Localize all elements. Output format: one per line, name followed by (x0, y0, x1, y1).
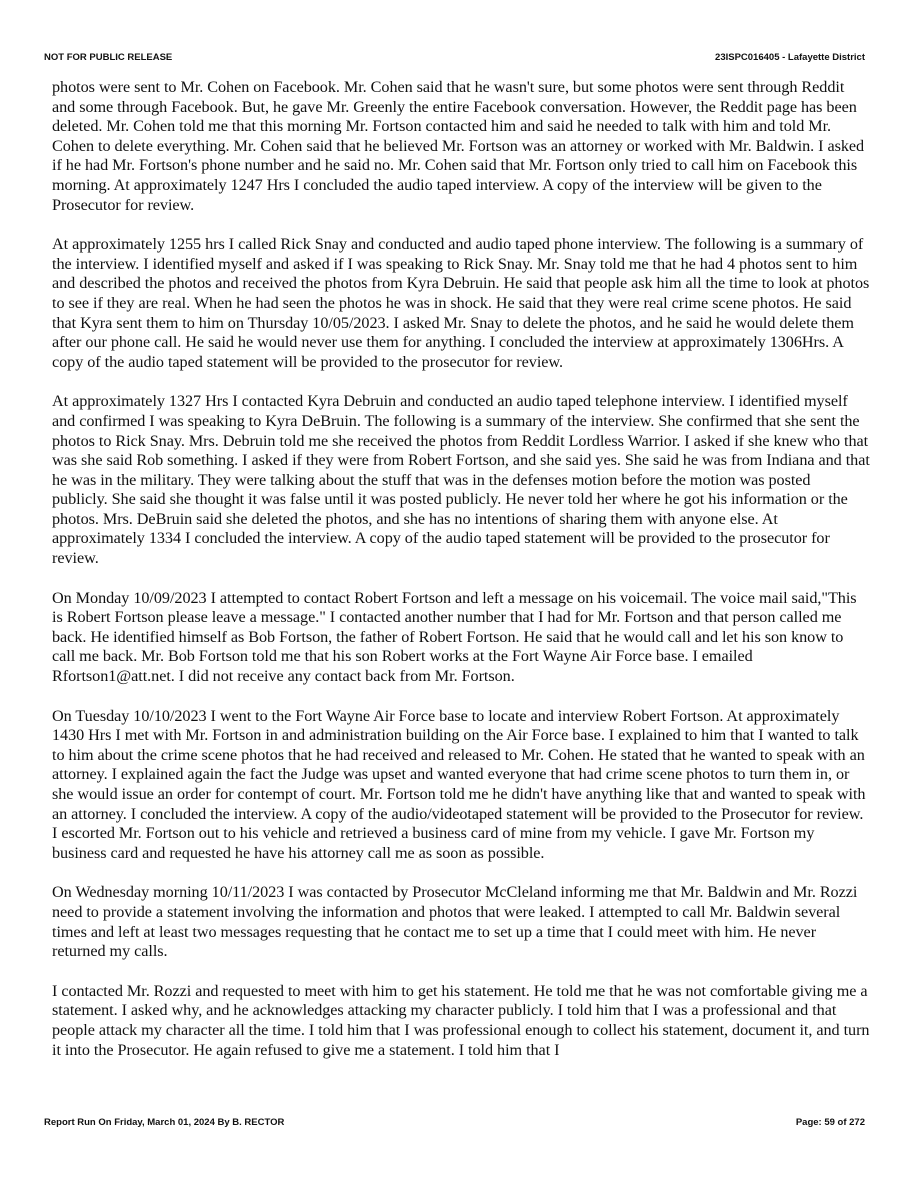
page-header (44, 52, 865, 66)
paragraph-debruin-interview: At approximately 1327 Hrs I contacted Kyra Debruin and conducted an audio taped telephone interview. I identified myself and confirmed I was speaking to Kyra DeBruin. The following is a summary of the interview. She confirmed that she sent the photos to Rick Snay. Mrs. Debruin told me she received the photos from Reddit Lordless Warrior. I asked if she knew who that was she said Rob something. I asked if they were from Robert Fortson, and she said yes. She said he was from Indiana and that he was in the military. They were talking about the stuff that was in the defenses motion before the motion was posted publicly. She said she thought it was false until it was posted publicly. He never told her where he got his information or the photos. Mrs. DeBruin said she deleted the photos, and she has no intentions of sharing them with anyone else. At approximately 1334 I concluded the interview. A copy of the audio taped statement will be provided to the prosecutor for review. (52, 392, 870, 568)
paragraph-rozzi-contact: I contacted Mr. Rozzi and requested to meet with him to get his statement. He told me that he was not comfortable giving me a statement. I asked why, and he acknowledges attacking my character publicly. I told him that I was a professional and that people attack my character all the time. I told him that I was professional enough to collect his statement, document it, and turn it into the Prosecutor. He again refused to give me a statement. I told him that I (52, 981, 870, 1059)
header-case-number: 23ISPC016405 - Lafayette District (715, 52, 865, 63)
report-body (52, 78, 870, 1080)
paragraph-fortson-contact: On Monday 10/09/2023 I attempted to contact Robert Fortson and left a message on his voicemail. The voice mail said,"This is Robert Fortson please leave a message." I contacted another number that I had for Mr. Fortson and that person called me back. He identified himself as Bob Fortson, the father of Robert Fortson. He said that he would call and let his son know to call me back. Mr. Bob Fortson told me that his son Robert works at the Fort Wayne Air Force base. I emailed Rfortson1@att.net. I did not receive any contact back from Mr. Fortson. (52, 588, 857, 686)
paragraph-snay-interview: At approximately 1255 hrs I called Rick Snay and conducted and audio taped phone interview. The following is a summary of the interview. I identified myself and asked if I was speaking to Rick Snay. Mr. Snay told me that he had 4 photos sent to him and described the photos and received the photos from Kyra Debruin. He said that people ask him all the time to look at photos to see if they are real. When he had seen the photos he was in shock. He said that they were real crime scene photos. He said that Kyra sent them to him on Thursday 10/05/2023. I asked Mr. Snay to delete the photos, and he said he would delete them after our phone call. He said he would never use them for anything. I concluded the interview at approximately 1306Hrs. A copy of the audio taped statement will be provided to the prosecutor for review. (52, 235, 870, 371)
page-footer (44, 1117, 865, 1131)
paragraph-cohen-interview: photos were sent to Mr. Cohen on Facebook. Mr. Cohen said that he wasn't sure, but some photos were sent through Reddit and some through Facebook. But, he gave Mr. Greenly the entire Facebook conversation. However, the Reddit page has been deleted. Mr. Cohen told me that this morning Mr. Fortson contacted him and said he needed to talk with him and told Mr. Cohen to delete everything. Mr. Cohen said that he believed Mr. Fortson was an attorney or worked with Mr. Baldwin. I asked if he had Mr. Fortson's phone number and he said no. Mr. Cohen said that Mr. Fortson only tried to call him on Facebook this morning. At approximately 1247 Hrs I concluded the audio taped interview. A copy of the interview will be given to the Prosecutor for review. (52, 78, 865, 214)
footer-page-number: Page: 59 of 272 (795, 1117, 865, 1128)
footer-report-run: Report Run On Friday, March 01, 2024 By B. RECTOR (44, 1117, 285, 1128)
paragraph-fortson-interview: On Tuesday 10/10/2023 I went to the Fort Wayne Air Force base to locate and interview Robert Fortson. At approximately 1430 Hrs I met with Mr. Fortson in and administration building on the Air Force base. I explained to him that I wanted to talk to him about the crime scene photos that he had received and released to Mr. Cohen. He stated that he wanted to speak with an attorney. I explained again the fact the Judge was upset and wanted everyone that had crime scene photos to turn them in, or she would issue an order for contempt of court. Mr. Fortson told me he didn't have anything like that and wanted to speak with an attorney. I concluded the interview. A copy of the audio/videotaped statement will be provided to the Prosecutor for review. I escorted Mr. Fortson out to his vehicle and retrieved a business card of mine from my vehicle. I gave Mr. Fortson my business card and requested he have his attorney call me as soon as possible. (52, 706, 866, 862)
header-classification: NOT FOR PUBLIC RELEASE (44, 52, 173, 63)
paragraph-prosecutor-contact: On Wednesday morning 10/11/2023 I was contacted by Prosecutor McCleland informing me that Mr. Baldwin and Mr. Rozzi need to provide a statement involving the information and photos that were leaked. I attempted to call Mr. Baldwin several times and left at least two messages requesting that he contact me to set up a time that I could meet with him. He never returned my calls. (52, 883, 858, 961)
